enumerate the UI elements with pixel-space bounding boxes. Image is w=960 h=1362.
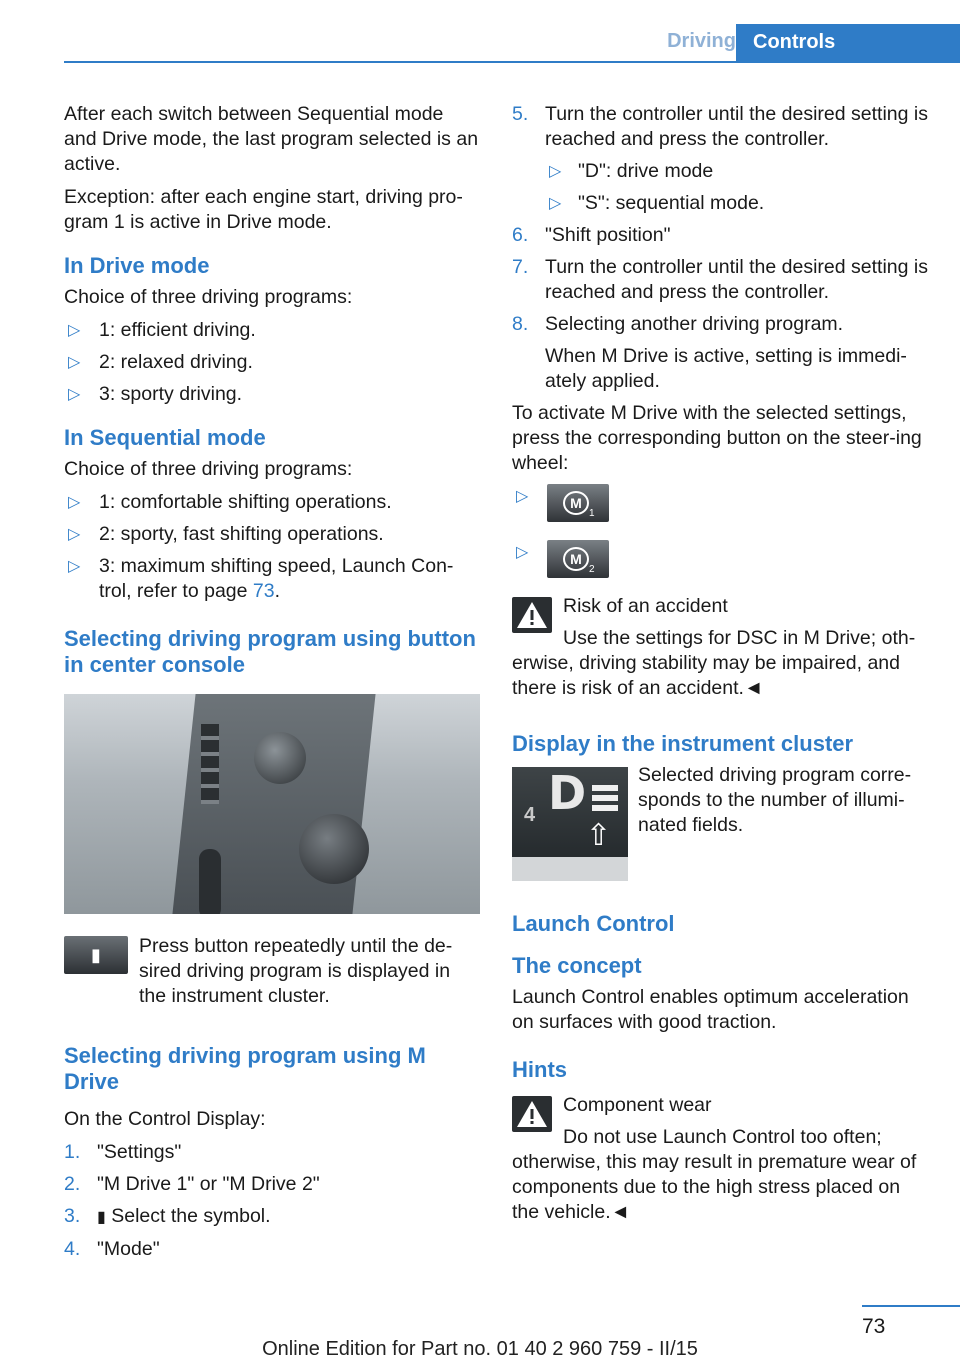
heading-hints: Hints	[512, 1057, 567, 1082]
paragraph: Launch Control enables optimum acceleration on surfaces with good traction.	[512, 986, 909, 1033]
list-item: ▷ 2: sporty, fast shifting operations.	[68, 523, 384, 545]
warning-accident: Risk of an accident Use the settings for DSC in M Drive; oth- erwise, driving stability may be impaired, and there is risk of an accident.◄	[512, 595, 916, 699]
heading-drive-mode: In Drive mode	[64, 253, 210, 278]
triangle-bullet-icon: ▷	[549, 163, 562, 180]
heading-concept: The concept	[512, 953, 642, 978]
driving-program-symbol-icon: ▮	[97, 1209, 106, 1226]
list-item: ▷ 1: efficient driving.	[68, 319, 256, 341]
triangle-bullet-icon: ▷	[516, 488, 529, 505]
triangle-bullet-icon: ▷	[68, 494, 81, 511]
page-number: 73	[862, 1315, 886, 1338]
triangle-bullet-icon: ▷	[68, 354, 81, 371]
list-item: 3. ▮ Select the symbol.	[64, 1205, 271, 1227]
heading-sequential-mode: In Sequential mode	[64, 425, 266, 450]
warning-triangle-icon	[512, 597, 552, 633]
warning-component-wear: Component wear Do not use Launch Control too often; otherwise, this may result in premature wear of components due to the high stress placed on the vehicle.◄	[512, 1094, 917, 1223]
page-header	[0, 24, 960, 62]
triangle-bullet-icon: ▷	[68, 322, 81, 339]
button-instruction: ▮ Press button repeatedly until the de-sired driving program is displayed in the instrument cluster.	[64, 934, 480, 1009]
edition-note: Online Edition for Part no. 01 40 2 960 759 - II/15	[262, 1338, 698, 1360]
heading-launch-control: Launch Control	[512, 911, 675, 936]
sequential-programs-list	[64, 490, 480, 604]
triangle-bullet-icon: ▷	[549, 195, 562, 212]
m1-button-icon: M 1	[547, 484, 609, 522]
list-item	[512, 484, 928, 530]
list-item: ▷ 1: comfortable shifting operations.	[68, 491, 392, 513]
instrument-cluster-image: 4 D ⇧	[512, 767, 628, 881]
triangle-bullet-icon: ▷	[68, 558, 81, 575]
page-link[interactable]: 73	[252, 580, 275, 602]
paragraph: After each switch between Sequential mode and Drive mode, the last program selected is an active.	[64, 103, 479, 175]
cluster-display-block: 4 D ⇧ Selected driving program corre-sponds to the number of illumi-nated fields.	[512, 763, 928, 881]
list-item: 7. Turn the controller until the desired setting is reached and press the controller.	[512, 256, 928, 303]
triangle-bullet-icon: ▷	[68, 386, 81, 403]
m-drive-steps-continued	[512, 102, 928, 394]
triangle-bullet-icon: ▷	[68, 526, 81, 543]
list-item: 8. Selecting another driving program. When M Drive is active, setting is immedi-ately applied.	[512, 313, 907, 392]
center-console-photo	[64, 694, 480, 914]
upshift-arrow-icon: ⇧	[586, 819, 612, 852]
paragraph: Choice of three driving programs:	[64, 458, 353, 480]
driving-program-button-icon: ▮	[64, 936, 128, 974]
m-drive-steps	[64, 1140, 480, 1262]
right-column	[512, 102, 928, 1225]
list-item: ▷ "S": sequential mode.	[549, 192, 765, 214]
warning-triangle-icon	[512, 1096, 552, 1132]
steering-wheel-buttons	[512, 484, 928, 586]
left-column	[64, 102, 480, 1269]
page-footer	[0, 1305, 960, 1362]
footer-rule	[862, 1305, 960, 1307]
list-item: 5. Turn the controller until the desired setting is reached and press the controller. ▷ "D": drive mode ▷ "S": sequential mode.	[512, 103, 928, 214]
list-item: 1. "Settings"	[64, 1141, 182, 1163]
list-item: 2. "M Drive 1" or "M Drive 2"	[64, 1173, 320, 1195]
list-item: 6. "Shift position"	[512, 224, 671, 246]
heading-m-drive: Selecting driving program using M Drive	[64, 1043, 426, 1094]
drive-programs-list	[64, 318, 480, 407]
paragraph: On the Control Display:	[64, 1108, 266, 1130]
paragraph: To activate M Drive with the selected settings, press the corresponding button on the steer-ing wheel:	[512, 402, 922, 474]
heading-button-center-console: Selecting driving program using button in center console	[64, 626, 476, 677]
list-item: ▷ 3: sporty driving.	[68, 383, 243, 405]
list-item: ▷ 2: relaxed driving.	[68, 351, 253, 373]
list-item	[512, 540, 928, 586]
header-section[interactable]: Driving	[667, 30, 736, 52]
list-item: ▷ "D": drive mode	[549, 160, 714, 182]
heading-display-cluster: Display in the instrument cluster	[512, 731, 854, 756]
paragraph: Exception: after each engine start, driving pro-gram 1 is active in Drive mode.	[64, 186, 463, 233]
triangle-bullet-icon: ▷	[516, 544, 529, 561]
m2-button-icon: M 2	[547, 540, 609, 578]
list-item: ▷ 3: maximum shifting speed, Launch Con-trol, refer to page 73.	[68, 555, 454, 602]
header-tab-controls[interactable]: Controls	[736, 24, 960, 63]
list-item: 4. "Mode"	[64, 1238, 160, 1260]
paragraph: Choice of three driving programs:	[64, 286, 353, 308]
